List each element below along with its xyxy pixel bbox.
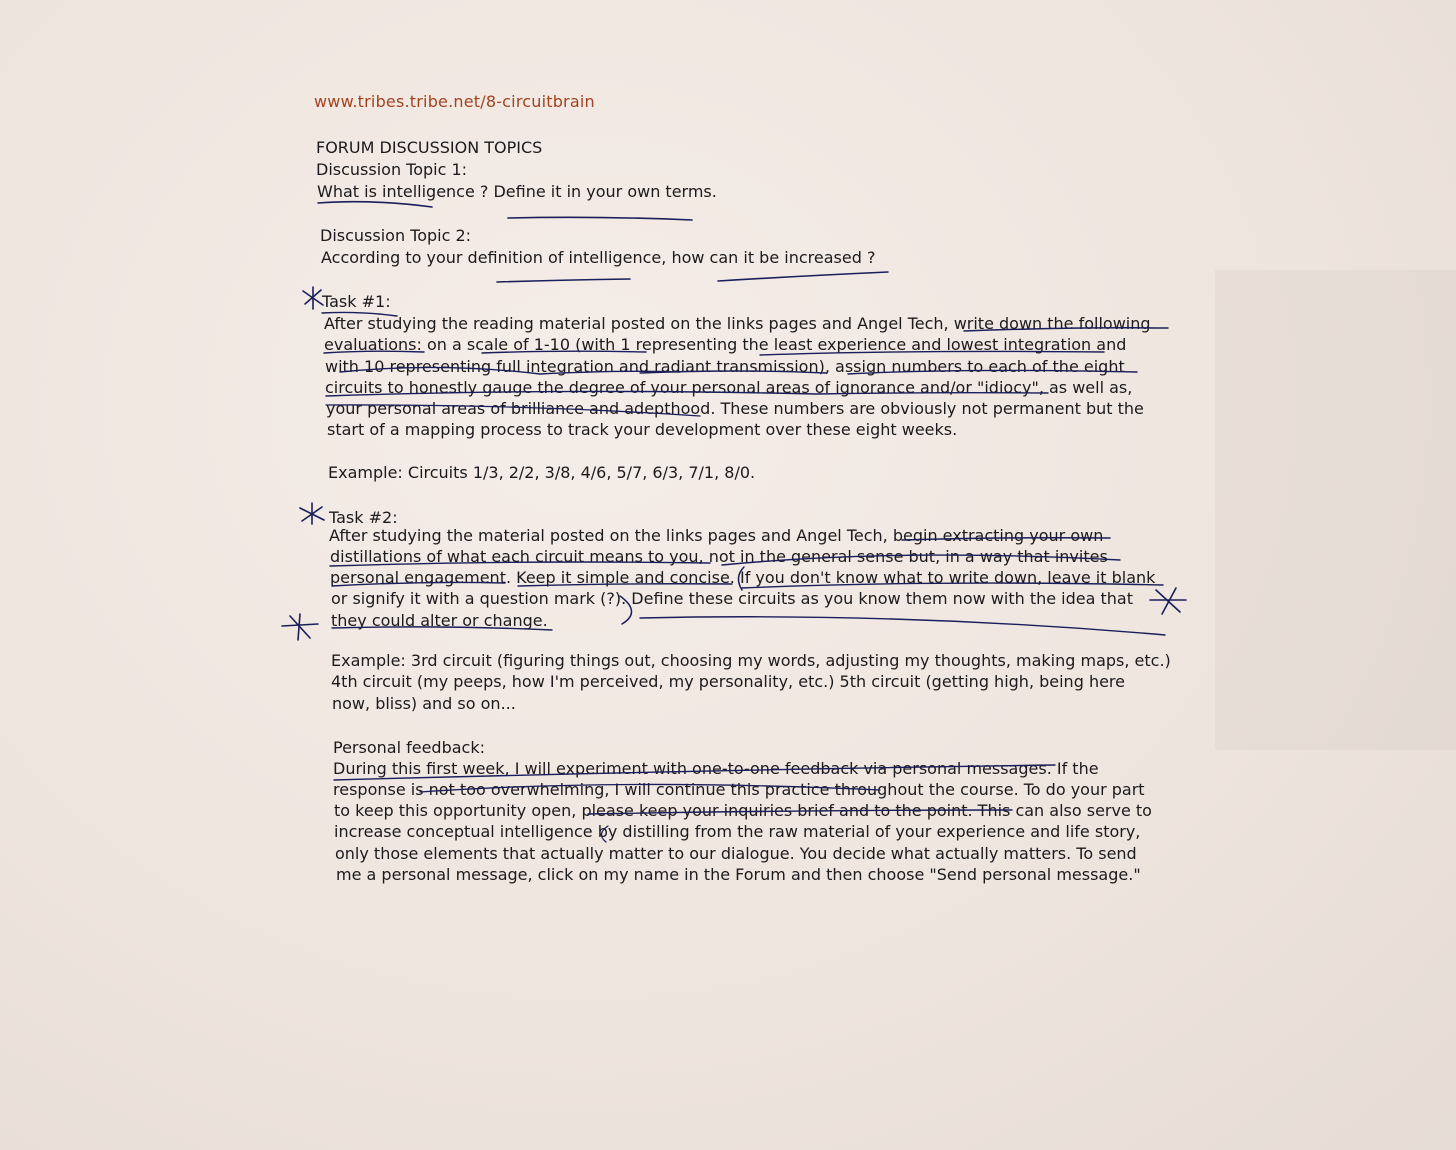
page-heading: FORUM DISCUSSION TOPICS	[316, 138, 543, 157]
task2-line-4: or signify it with a question mark (?). Define these circuits as you know them now with the idea that	[331, 589, 1133, 608]
task2-line-3: personal engagement. Keep it simple and concise. If you don't know what to write down, leave it blank	[330, 568, 1156, 587]
task1-line-5: your personal areas of brilliance and adepthood. These numbers are obviously not permanent but the	[326, 399, 1144, 418]
topic1-text: What is intelligence ? Define it in your own terms.	[317, 182, 717, 201]
feedback-line-5: only those elements that actually matter to our dialogue. You decide what actually matters. To send	[335, 844, 1137, 863]
task1-line-3: with 10 representing full integration and radiant transmission), assign numbers to each of the eight	[325, 357, 1125, 376]
underline-define-circuits	[640, 617, 1165, 635]
task1-line-6: start of a mapping process to track your development over these eight weeks.	[327, 420, 958, 439]
star-icon	[1150, 588, 1186, 614]
feedback-line-2: response is not too overwhelming, I will continue this practice throughout the course. To do your part	[333, 780, 1145, 799]
feedback-line-1: During this first week, I will experiment with one-to-one feedback via personal messages. If the	[333, 759, 1099, 778]
underline-own-terms	[508, 217, 692, 220]
task2-line-5: they could alter or change.	[331, 611, 548, 630]
task1-label: Task #1:	[322, 292, 391, 311]
task2-example-line-1: Example: 3rd circuit (figuring things out, choosing my words, adjusting my thoughts, making maps, etc.)	[331, 651, 1171, 670]
task2-line-1: After studying the material posted on the links pages and Angel Tech, begin extracting your own	[329, 526, 1104, 545]
topic2-text: According to your definition of intelligence, how can it be increased ?	[321, 248, 876, 267]
feedback-label: Personal feedback:	[333, 738, 485, 757]
task2-example-line-3: now, bliss) and so on...	[332, 694, 516, 713]
topic1-label: Discussion Topic 1:	[316, 160, 468, 179]
underline-increased	[718, 272, 888, 281]
task1-line-1: After studying the reading material posted on the links pages and Angel Tech, write down the following	[324, 314, 1151, 333]
star-icon	[303, 287, 323, 309]
task1-line-2: evaluations: on a scale of 1-10 (with 1 representing the least experience and lowest integration and	[324, 335, 1127, 354]
feedback-line-6: me a personal message, click on my name in the Forum and then choose "Send personal message."	[336, 865, 1141, 884]
underline-definition	[497, 279, 630, 282]
star-icon	[282, 614, 318, 640]
task1-line-4: circuits to honestly gauge the degree of your personal areas of ignorance and/or "idiocy", as well as,	[325, 378, 1133, 397]
star-icon	[300, 503, 324, 524]
feedback-line-3: to keep this opportunity open, please keep your inquiries brief and to the point. This can also serve to	[334, 801, 1152, 820]
site-url: www.tribes.tribe.net/8-circuitbrain	[314, 92, 595, 111]
topic2-label: Discussion Topic 2:	[320, 226, 472, 245]
task2-line-2: distillations of what each circuit means to you, not in the general sense but, in a way that invites	[330, 547, 1108, 566]
task2-label: Task #2:	[329, 508, 398, 527]
task2-example-line-2: 4th circuit (my peeps, how I'm perceived, my personality, etc.) 5th circuit (getting high, being here	[331, 672, 1125, 691]
task1-example: Example: Circuits 1/3, 2/2, 3/8, 4/6, 5/7, 6/3, 7/1, 8/0.	[328, 463, 756, 482]
feedback-line-4: increase conceptual intelligence by distilling from the raw material of your experience and life story,	[334, 822, 1141, 841]
background-shadow	[1215, 270, 1456, 750]
